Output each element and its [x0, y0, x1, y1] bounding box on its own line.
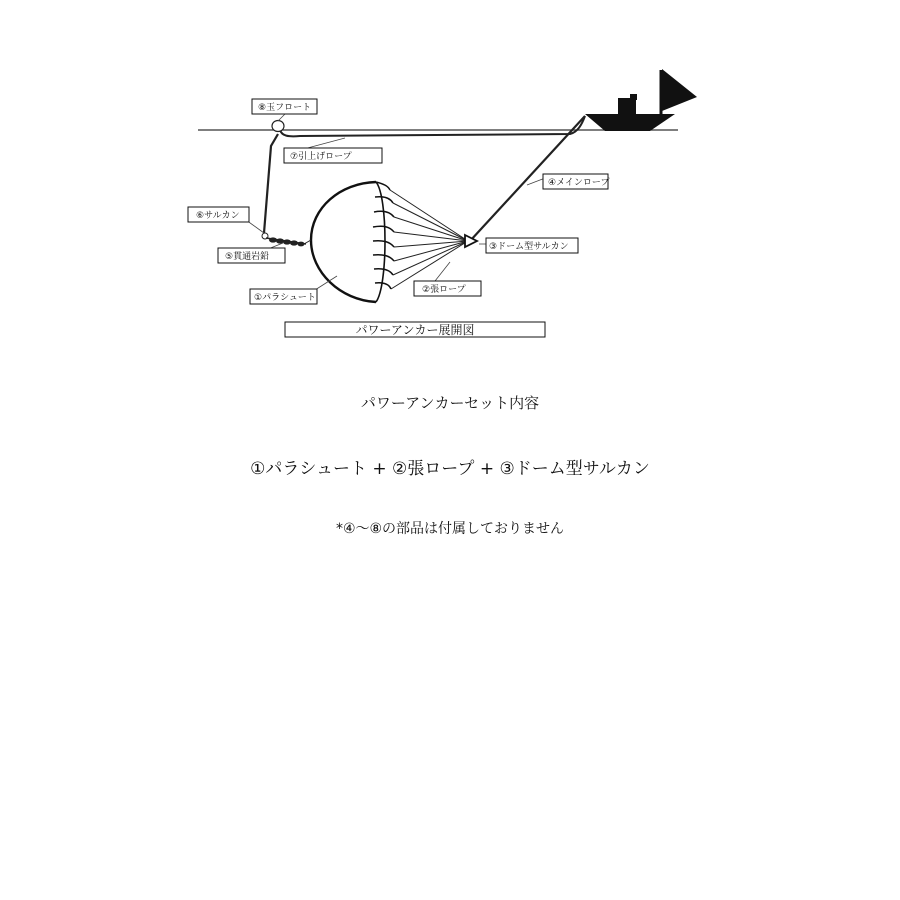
label-swivel [188, 207, 249, 222]
label-main-rope [543, 174, 609, 189]
boat-icon [585, 69, 697, 131]
svg-text:④メインロープ: ④メインロープ [548, 178, 610, 188]
parachute-icon [311, 182, 394, 302]
label-float [252, 99, 317, 114]
not-included-note: *④～⑧の部品は付属しておりません [335, 521, 565, 537]
float-ball-icon [272, 121, 284, 132]
svg-text:②張ロープ: ②張ロープ [422, 285, 466, 295]
label-tension-rope [414, 281, 481, 296]
label-retrieve-rope [284, 148, 382, 163]
diagram-title [285, 322, 545, 337]
svg-text:⑤貫通岩鉛: ⑤貫通岩鉛 [225, 252, 270, 262]
label-sinker [218, 248, 285, 263]
svg-text:①パラシュート: ①パラシュート [254, 293, 316, 303]
svg-text:⑥サルカン: ⑥サルカン [196, 211, 240, 221]
power-anchor-diagram [0, 0, 900, 360]
svg-text:③ドーム型サルカン: ③ドーム型サルカン [489, 242, 569, 252]
svg-text:パワーアンカー展開図: パワーアンカー展開図 [355, 323, 475, 337]
float-line [264, 134, 278, 233]
retrieve-rope-line [280, 116, 585, 136]
sinker-icon [266, 237, 306, 246]
svg-text:⑧玉フロート: ⑧玉フロート [258, 103, 312, 113]
svg-text:⑦引上げロープ: ⑦引上げロープ [290, 152, 352, 162]
label-dome-swivel [486, 238, 578, 253]
set-contents-list: ①パラシュート + ②張ロープ + ③ドーム型サルカン [250, 459, 650, 479]
label-parachute [250, 289, 317, 304]
tension-rope-lines [304, 190, 468, 289]
set-contents-heading: パワーアンカーセット内容 [360, 394, 540, 412]
